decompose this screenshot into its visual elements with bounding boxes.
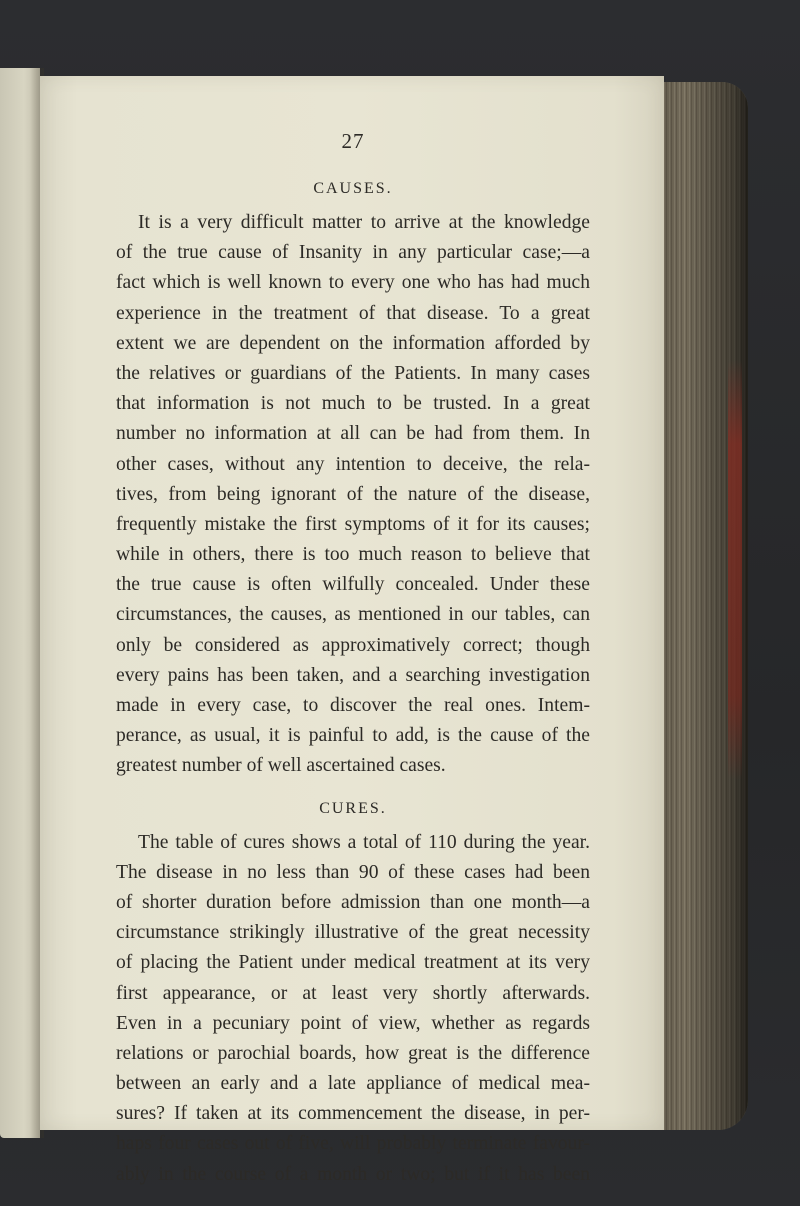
text-line: Even in a pecuniary point of view, whether as regards — [116, 1012, 590, 1034]
text-line: ably in the course of a month or two; but if it has been — [116, 1163, 590, 1185]
text-line: made in every case, to discover the real ones. Intem- — [116, 695, 590, 716]
text-line: of the true cause of Insanity in any particular case;—a — [116, 242, 590, 264]
text-line: sures? If taken at its commencement the disease, in per- — [116, 1103, 590, 1125]
text-line: perance, as usual, it is painful to add, is the cause of the — [116, 725, 590, 747]
text-line: circumstance strikingly illustrative of the great necessity — [116, 922, 590, 944]
paragraph-causes — [116, 208, 590, 782]
text-line: greatest number of well ascertained cases. — [116, 755, 446, 777]
text-line: The table of cures shows a total of 110 during the year. — [138, 831, 590, 853]
section-heading-causes: CAUSES. — [313, 180, 393, 197]
text-line: the relatives or guardians of the Patients. In many cases — [116, 362, 590, 384]
page-number: 27 — [341, 129, 365, 153]
text-line: other cases, without any intention to deceive, the rela- — [116, 453, 590, 475]
cover-binding — [728, 360, 742, 780]
text-line: while in others, there is too much reason to believe that — [116, 544, 590, 566]
page-text — [116, 124, 590, 1190]
text-line: tives, from being ignorant of the nature of the disease, — [116, 483, 590, 505]
text-line: frequently mistake the first symptoms of it for its causes; — [116, 513, 590, 535]
text-line: number no information at all can be had from them. In — [116, 423, 590, 445]
text-line: extent we are dependent on the information afforded by — [116, 332, 590, 354]
text-line: experience in the treatment of that disease. To a great — [116, 302, 590, 324]
text-line: of shorter duration before admission than one month—a — [116, 891, 590, 913]
text-line: of placing the Patient under medical treatment at its very — [116, 952, 590, 974]
paragraph-cures — [116, 828, 590, 1190]
text-line: first appearance, or at least very shortly afterwards. — [116, 982, 590, 1004]
text-line: the true cause is often wilfully concealed. Under these — [116, 574, 590, 596]
text-line: only be considered as approximatively correct; though — [116, 634, 590, 656]
text-line: circumstances, the causes, as mentioned in our tables, can — [116, 604, 590, 626]
text-line: The disease in no less than 90 of these cases had been — [116, 861, 590, 883]
text-line: relations or parochial boards, how great is the difference — [116, 1042, 590, 1064]
text-line: every pains has been taken, and a searching investigation — [116, 664, 590, 686]
text-line: between an early and a late appliance of medical mea- — [116, 1073, 590, 1095]
text-line: haps four cases out of five, will probably terminate favour- — [116, 1133, 590, 1155]
text-line: that information is not much to be trusted. In a great — [116, 393, 590, 415]
section-heading-cures: CURES. — [319, 799, 387, 817]
text-line: fact which is well known to every one who has had much — [116, 272, 590, 294]
text-line: It is a very difficult matter to arrive at the knowledge — [138, 212, 590, 233]
